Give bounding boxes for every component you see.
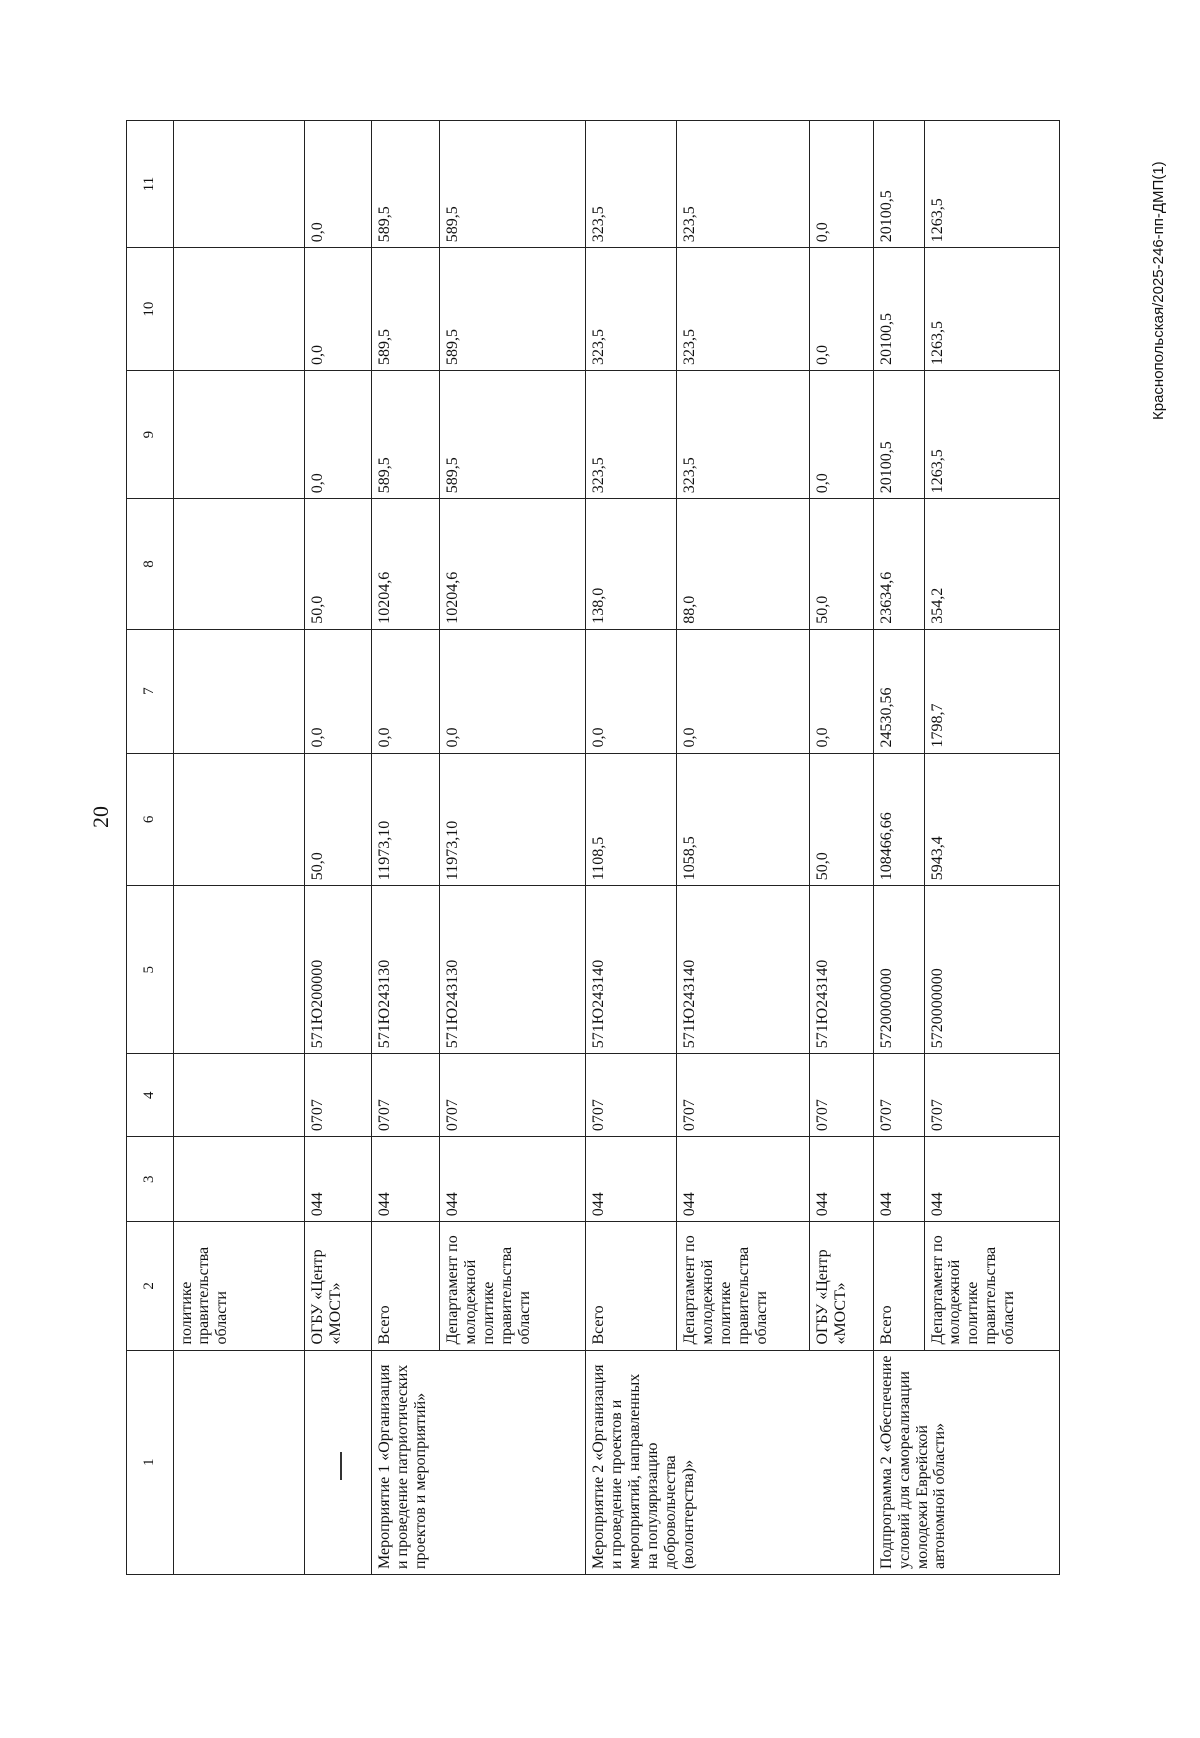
cell-value: 044	[440, 1137, 586, 1222]
cell-executor: Департамент по молодежной политике правительства области	[924, 1222, 1059, 1350]
header-row	[127, 121, 174, 1575]
cell-value: 0,0	[372, 629, 440, 753]
cell-value: 10204,6	[372, 499, 440, 629]
col-header: 4	[127, 1054, 174, 1137]
cell-value: 20100,5	[873, 248, 924, 371]
table-row	[586, 121, 677, 1575]
cell-value: 0707	[810, 1054, 873, 1137]
cell-value: 044	[924, 1137, 1059, 1222]
cell-value: 0,0	[304, 370, 372, 498]
cell-value: 0707	[873, 1054, 924, 1137]
cell-value	[173, 1137, 304, 1222]
cell-value: 50,0	[304, 753, 372, 886]
cell-value: 50,0	[810, 499, 873, 629]
budget-table-container	[126, 120, 1060, 1575]
cell-value: 323,5	[586, 248, 677, 371]
cell-value: 23634,6	[873, 499, 924, 629]
col-header: 11	[127, 121, 174, 248]
col-header: 8	[127, 499, 174, 629]
cell-value	[173, 370, 304, 498]
cell-value: 589,5	[372, 370, 440, 498]
table-row	[173, 121, 304, 1575]
table-row	[304, 121, 372, 1575]
budget-table	[126, 120, 1060, 1575]
cell-value: 88,0	[677, 499, 810, 629]
col-header: 3	[127, 1137, 174, 1222]
cell-value: 20100,5	[873, 121, 924, 248]
cell-value: 5720000000	[924, 886, 1059, 1054]
cell-value: 5720000000	[873, 886, 924, 1054]
cell-value: 571Ю200000	[304, 886, 372, 1054]
cell-value: 571Ю243140	[810, 886, 873, 1054]
cell-value: 11973,10	[440, 753, 586, 886]
cell-value: 0,0	[440, 629, 586, 753]
cell-executor: Всего	[372, 1222, 440, 1350]
cell-value: 044	[372, 1137, 440, 1222]
cell-value	[173, 1054, 304, 1137]
cell-program	[173, 1350, 304, 1574]
cell-program: Мероприятие 1 «Организация и проведение патриотических проектов и мероприятий»	[372, 1350, 586, 1574]
cell-executor: ОГБУ «Центр «МОСТ»	[304, 1222, 372, 1350]
col-header: 6	[127, 753, 174, 886]
cell-value: 0707	[586, 1054, 677, 1137]
cell-value: 0707	[924, 1054, 1059, 1137]
cell-value: 571Ю243140	[677, 886, 810, 1054]
cell-value: 11973,10	[372, 753, 440, 886]
col-header: 7	[127, 629, 174, 753]
cell-value: 589,5	[440, 370, 586, 498]
cell-value: 323,5	[677, 370, 810, 498]
cell-value: 0,0	[304, 248, 372, 371]
col-header: 5	[127, 886, 174, 1054]
cell-value: 138,0	[586, 499, 677, 629]
cell-value: 589,5	[440, 248, 586, 371]
cell-executor: Департамент по молодежной политике правительства области	[677, 1222, 810, 1350]
cell-value: 24530,56	[873, 629, 924, 753]
cell-value: 571Ю243130	[440, 886, 586, 1054]
cell-value: 20100,5	[873, 370, 924, 498]
cell-value: 1798,7	[924, 629, 1059, 753]
cell-value: 044	[677, 1137, 810, 1222]
table-row	[873, 121, 924, 1575]
cell-value: 323,5	[677, 248, 810, 371]
cell-value: 0,0	[677, 629, 810, 753]
cell-value: 0707	[440, 1054, 586, 1137]
cell-value: 589,5	[372, 121, 440, 248]
cell-value: 323,5	[586, 121, 677, 248]
cell-value: 354,2	[924, 499, 1059, 629]
cell-value: 589,5	[372, 248, 440, 371]
cell-value: 044	[586, 1137, 677, 1222]
cell-value: 1263,5	[924, 370, 1059, 498]
cell-value	[173, 753, 304, 886]
cell-value: 1263,5	[924, 248, 1059, 371]
col-header: 2	[127, 1222, 174, 1350]
col-header: 10	[127, 248, 174, 371]
cell-executor: ОГБУ «Центр «МОСТ»	[810, 1222, 873, 1350]
cell-value: 0,0	[810, 248, 873, 371]
cell-value: 0,0	[304, 629, 372, 753]
col-header: 9	[127, 370, 174, 498]
cell-value: 044	[304, 1137, 372, 1222]
cell-value: 50,0	[810, 753, 873, 886]
cell-value: 571Ю243130	[372, 886, 440, 1054]
cell-program: Мероприятие 2 «Организация и проведение проектов и мероприятий, направленных на популяризацию добровольчества (волонтерства)»	[586, 1350, 874, 1574]
cell-value	[173, 886, 304, 1054]
cell-value: 0,0	[810, 370, 873, 498]
cell-executor: Департамент по молодежной политике правительства области	[440, 1222, 586, 1350]
cell-value	[173, 629, 304, 753]
cell-value	[173, 248, 304, 371]
cell-value: 50,0	[304, 499, 372, 629]
cell-value: 0707	[304, 1054, 372, 1137]
cell-executor: политике правительства области	[173, 1222, 304, 1350]
cell-value: 1263,5	[924, 121, 1059, 248]
cell-value: 1108,5	[586, 753, 677, 886]
cell-value: 0707	[372, 1054, 440, 1137]
col-header: 1	[127, 1350, 174, 1574]
table-row	[372, 121, 440, 1575]
cell-value: 0707	[677, 1054, 810, 1137]
cell-executor: Всего	[586, 1222, 677, 1350]
cell-value: 044	[810, 1137, 873, 1222]
cell-value: 323,5	[586, 370, 677, 498]
cell-executor: Всего	[873, 1222, 924, 1350]
cell-value: 0,0	[586, 629, 677, 753]
page-number: 20	[88, 806, 113, 828]
cell-value: 1058,5	[677, 753, 810, 886]
cell-value: 589,5	[440, 121, 586, 248]
cell-value: 571Ю243140	[586, 886, 677, 1054]
cell-program	[304, 1350, 372, 1574]
cell-value	[173, 499, 304, 629]
cell-value: 10204,6	[440, 499, 586, 629]
cell-value: 0,0	[810, 121, 873, 248]
cell-value: 044	[873, 1137, 924, 1222]
cell-value: 0,0	[810, 629, 873, 753]
document-footer-id: Краснопольская/2025-246-пп-ДМП(1)	[1150, 161, 1167, 420]
cell-program: Подпрограмма 2 «Обеспечение условий для самореализации молодежи Еврейской автономной области»	[873, 1350, 1059, 1574]
cell-value: 5943,4	[924, 753, 1059, 886]
cell-value: 108466,66	[873, 753, 924, 886]
cell-value: 323,5	[677, 121, 810, 248]
cell-value: 0,0	[304, 121, 372, 248]
cell-value	[173, 121, 304, 248]
